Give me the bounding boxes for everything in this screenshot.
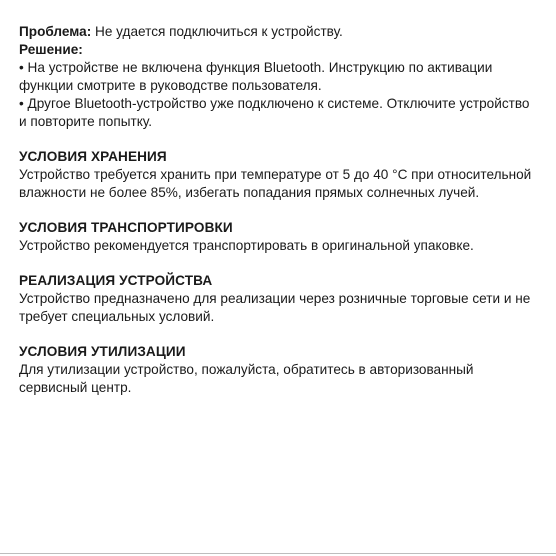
problem-text: Не удается подключиться к устройству. xyxy=(91,24,343,39)
sale-title: РЕАЛИЗАЦИЯ УСТРОЙСТВА xyxy=(19,273,213,288)
sale-text: Устройство предназначено для реализации через розничные торговые сети и не требует специальных условий. xyxy=(19,291,531,324)
sale-section xyxy=(19,272,539,326)
solution-label: Решение: xyxy=(19,42,83,57)
storage-title: УСЛОВИЯ ХРАНЕНИЯ xyxy=(19,149,167,164)
transport-text: Устройство рекомендуется транспортировать в оригинальной упаковке. xyxy=(19,238,474,253)
problem-label: Проблема: xyxy=(19,24,92,39)
transport-section xyxy=(19,219,539,255)
disposal-title: УСЛОВИЯ УТИЛИЗАЦИИ xyxy=(19,344,186,359)
solution-bullet-2: • Другое Bluetooth-устройство уже подключено к системе. Отключите устройство и повторите попытку. xyxy=(19,96,530,129)
manual-page xyxy=(19,23,539,397)
disposal-text: Для утилизации устройство, пожалуйста, обратитесь в авторизованный сервисный центр. xyxy=(19,362,474,395)
storage-section xyxy=(19,148,539,202)
disposal-section xyxy=(19,343,539,397)
page-bottom-divider xyxy=(0,553,556,554)
solution-bullet-1: • На устройстве не включена функция Bluetooth. Инструкцию по активации функции смотрите в руководстве пользователя. xyxy=(19,60,493,93)
storage-text: Устройство требуется хранить при температуре от 5 до 40 °C при относительной влажности не более 85%, избегать попадания прямых солнечных лучей. xyxy=(19,167,532,200)
problem-line xyxy=(19,23,539,41)
transport-title: УСЛОВИЯ ТРАНСПОРТИРОВКИ xyxy=(19,220,233,235)
